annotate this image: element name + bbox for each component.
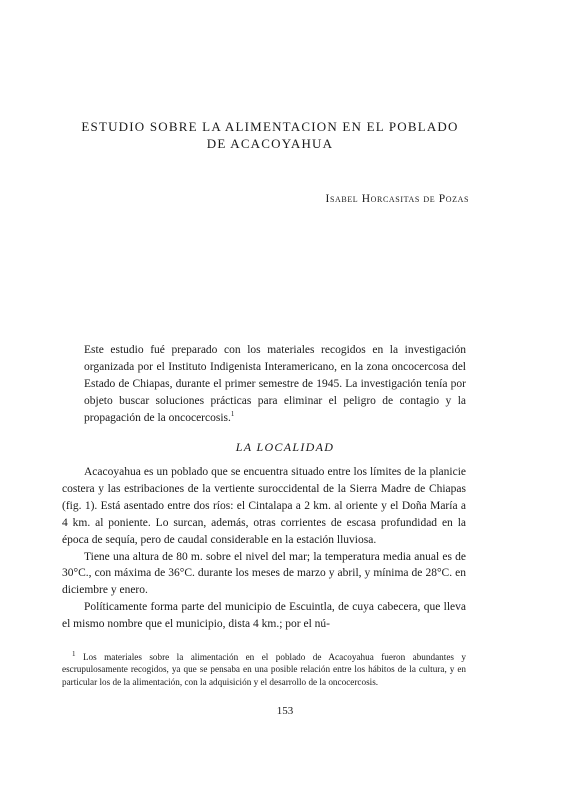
article-title <box>60 118 480 152</box>
footnote-mark: 1 <box>72 649 76 658</box>
footnote-reference: 1 <box>230 410 235 419</box>
intro-paragraph <box>84 342 466 427</box>
body-paragraph: Acacoyahua es un poblado que se encuentra situado entre los límites de la planicie costera y las estribaciones de la vertiente suroccidental de la Sierra Madre de Chiapas (fig. 1). Está asentado entre dos ríos: el Cintalapa a 2 km. al oriente y el Doña María a 4 km. al poniente. Lo surcan, además, otras corrientes de escasa profundidad en la época de sequía, pero de caudal considerable en la estación lluviosa. <box>62 466 466 546</box>
footnote <box>62 651 466 688</box>
article-title-line-2: DE ACACOYAHUA <box>206 136 334 151</box>
article-title-line-1: ESTUDIO SOBRE LA ALIMENTACION EN EL POBLADO <box>81 119 459 134</box>
body-paragraph: Tiene una altura de 80 m. sobre el nivel del mar; la temperatura media anual es de 30°C., con máxima de 36°C. durante los meses de marzo y abril, y mínima de 28°C. en diciembre y enero. <box>62 550 466 597</box>
body-paragraph: Políticamente forma parte del municipio de Escuintla, de cuya cabecera, que lleva el mismo nombre que el municipio, dista 4 km.; por el nú- <box>62 601 466 631</box>
intro-paragraph-text: Este estudio fué preparado con los materiales recogidos en la investigación organizada por el Instituto Indigenista Interamericano, en la zona oncocercosa del Estado de Chiapas, durante el primer semestre de 1945. La investigación tenía por objeto buscar soluciones prácticas para eliminar el peligro de contagio y la propagación de la oncocercosis. <box>84 344 466 424</box>
author-name: Isabel Horcasitas de Pozas <box>325 193 469 205</box>
section-heading: LA LOCALIDAD <box>235 440 335 454</box>
footnote-text: Los materiales sobre la alimentación en el poblado de Acacoyahua fueron abundantes y escrupulosamente recogidos, ya que se pensaba en una posible relación entre los hábitos de la cultura, y en particular los de la alimentación, con la adquisición y el desarrollo de la oncocercosis. <box>62 652 466 687</box>
body-text <box>62 464 466 633</box>
page-number: 153 <box>276 705 294 717</box>
